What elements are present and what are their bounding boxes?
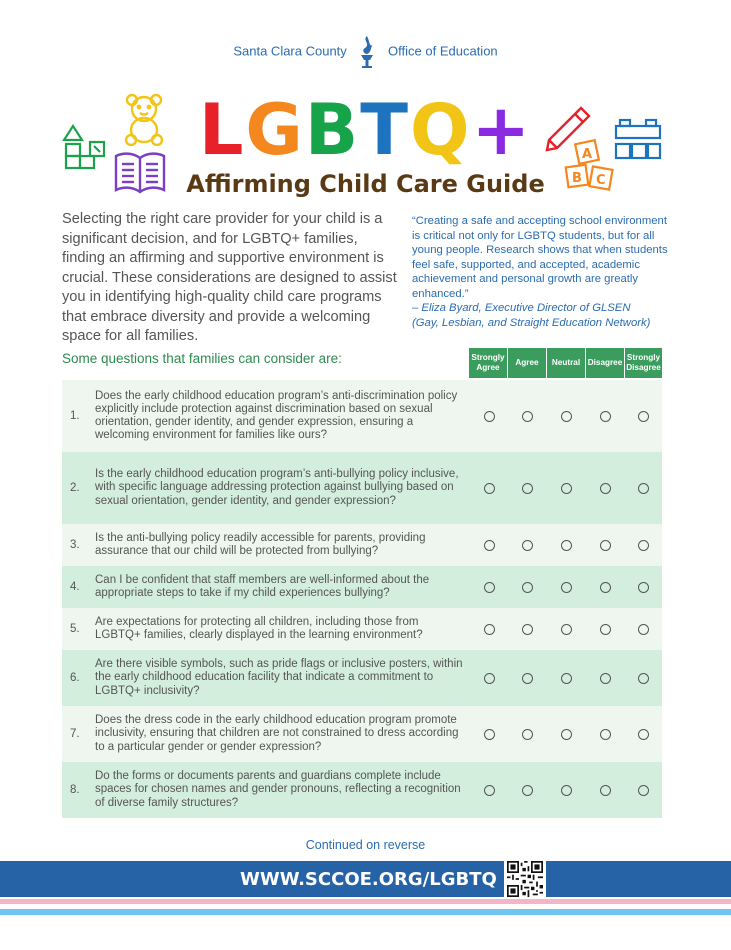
question-text: Is the early childhood education program’s anti-bullying policy inclusive, with specific language addressing protection against bullying based on sexual orientation, gender identity, and gender expression? bbox=[95, 468, 459, 507]
question-number: 5. bbox=[70, 623, 80, 635]
svg-text:B: B bbox=[572, 171, 582, 186]
rating-radio-5[interactable] bbox=[638, 673, 649, 684]
rating-radio-4[interactable] bbox=[600, 729, 611, 740]
question-text: Does the early childhood education program’s anti-discrimination policy explicitly include protection against discrimination based on sexual orientation, gender identity, and gender expression, ensuring a welcoming environment for families like ours? bbox=[95, 389, 458, 442]
quote-organization: (Gay, Lesbian, and Straight Education Network) bbox=[412, 316, 651, 329]
rating-radio-5[interactable] bbox=[638, 582, 649, 593]
rating-radio-1[interactable] bbox=[484, 483, 495, 494]
torch-logo-icon bbox=[356, 34, 378, 68]
table-row bbox=[62, 608, 662, 650]
question-number: 8. bbox=[70, 784, 80, 796]
rating-radio-1[interactable] bbox=[484, 540, 495, 551]
rating-radio-3[interactable] bbox=[561, 540, 572, 551]
intro-paragraph: Selecting the right care provider for your child is a significant decision, and for LGBTQ+ families, finding an affirming and supportive environment is crucial. These considerations are designed to assist you in identifying high-quality child care programs that embrace diversity and provide a welcoming space for all families. bbox=[62, 211, 397, 344]
title-letter: B bbox=[304, 89, 361, 171]
rating-radio-1[interactable] bbox=[484, 673, 495, 684]
rating-radio-1[interactable] bbox=[484, 729, 495, 740]
rating-radio-3[interactable] bbox=[561, 624, 572, 635]
rating-radio-1[interactable] bbox=[484, 624, 495, 635]
rating-radio-4[interactable] bbox=[600, 411, 611, 422]
question-number: 7. bbox=[70, 728, 80, 740]
org-name-right: Office of Education bbox=[388, 43, 498, 59]
quote-attribution: – Eliza Byard, Executive Director of GLSEN bbox=[412, 302, 631, 314]
column-header-disagree: Disagree bbox=[586, 348, 624, 378]
rating-radio-4[interactable] bbox=[600, 624, 611, 635]
table-row bbox=[62, 524, 662, 566]
org-name-left: Santa Clara County bbox=[233, 43, 347, 59]
question-number: 1. bbox=[70, 410, 80, 422]
rating-radio-4[interactable] bbox=[600, 483, 611, 494]
rating-radio-3[interactable] bbox=[561, 729, 572, 740]
column-header-neutral: Neutral bbox=[547, 348, 585, 378]
rating-radio-1[interactable] bbox=[484, 582, 495, 593]
rating-radio-4[interactable] bbox=[600, 673, 611, 684]
page-subtitle: Affirming Child Care Guide bbox=[186, 170, 545, 198]
rating-radio-3[interactable] bbox=[561, 483, 572, 494]
table-row bbox=[62, 706, 662, 762]
rating-radio-2[interactable] bbox=[522, 411, 533, 422]
table-row bbox=[62, 762, 662, 818]
rating-radio-5[interactable] bbox=[638, 540, 649, 551]
rating-radio-5[interactable] bbox=[638, 624, 649, 635]
table-row bbox=[62, 566, 662, 608]
question-number: 2. bbox=[70, 482, 80, 494]
rating-radio-2[interactable] bbox=[522, 729, 533, 740]
rating-radio-5[interactable] bbox=[638, 483, 649, 494]
table-row bbox=[62, 380, 662, 452]
table-row bbox=[62, 452, 662, 524]
rating-radio-2[interactable] bbox=[522, 673, 533, 684]
question-number: 6. bbox=[70, 672, 80, 684]
rating-radio-2[interactable] bbox=[522, 582, 533, 593]
column-header-agree: Agree bbox=[508, 348, 546, 378]
pride-stripe-blue bbox=[0, 909, 731, 915]
column-header-strongly-disagree: Strongly Disagree bbox=[625, 348, 662, 378]
rating-radio-3[interactable] bbox=[561, 411, 572, 422]
rating-radio-3[interactable] bbox=[561, 785, 572, 796]
rating-radio-5[interactable] bbox=[638, 785, 649, 796]
title-letter: L bbox=[198, 89, 246, 171]
question-text: Can I be confident that staff members are well-informed about the appropriate steps to take if my child experiences bullying? bbox=[95, 573, 430, 599]
title-letter: G bbox=[245, 89, 305, 171]
svg-text:A: A bbox=[582, 147, 593, 162]
quote-text: “Creating a safe and accepting school environment is critical not only for LGBTQ students, but for all young people. Research shows that when students feel safe, supported, and accepted, academic achievement and personal growth are greatly enhanced.” bbox=[412, 215, 668, 300]
organization-header bbox=[0, 34, 731, 68]
rating-radio-5[interactable] bbox=[638, 411, 649, 422]
qr-code-icon[interactable] bbox=[504, 858, 546, 900]
rating-radio-4[interactable] bbox=[600, 785, 611, 796]
rating-radio-4[interactable] bbox=[600, 582, 611, 593]
quote-block bbox=[412, 214, 674, 330]
question-text: Does the dress code in the early childhood education program promote inclusivity, ensuring that children are not constrained to dress according to a particular gender or gender expression? bbox=[95, 714, 459, 753]
question-number: 4. bbox=[70, 581, 80, 593]
rating-radio-1[interactable] bbox=[484, 411, 495, 422]
rating-radio-2[interactable] bbox=[522, 624, 533, 635]
question-text: Do the forms or documents parents and guardians complete include spaces for chosen names and gender pronouns, reflecting a recognition of diverse family structures? bbox=[95, 770, 461, 809]
question-text: Is the anti-bullying policy readily accessible for parents, providing assurance that our child will be protected from bullying? bbox=[95, 531, 426, 557]
title-letter: T bbox=[360, 89, 410, 171]
rating-radio-2[interactable] bbox=[522, 785, 533, 796]
title-letter: + bbox=[471, 89, 533, 171]
question-number: 3. bbox=[70, 539, 80, 551]
title-letter: Q bbox=[410, 89, 472, 171]
continued-note: Continued on reverse bbox=[305, 838, 426, 852]
rating-radio-2[interactable] bbox=[522, 540, 533, 551]
survey-table bbox=[62, 380, 662, 818]
rating-radio-4[interactable] bbox=[600, 540, 611, 551]
rating-radio-1[interactable] bbox=[484, 785, 495, 796]
svg-text:C: C bbox=[596, 173, 606, 188]
rating-radio-3[interactable] bbox=[561, 673, 572, 684]
rating-radio-5[interactable] bbox=[638, 729, 649, 740]
question-text: Are there visible symbols, such as pride flags or inclusive posters, within the early childhood education facility that indicate a commitment to LGBTQ+ inclusivity? bbox=[95, 658, 463, 697]
column-header-strongly-agree: Strongly Agree bbox=[469, 348, 507, 378]
question-text: Are expectations for protecting all children, including those from LGBTQ+ families, clearly displayed in the learning environment? bbox=[95, 615, 423, 641]
rating-radio-2[interactable] bbox=[522, 483, 533, 494]
table-row bbox=[62, 650, 662, 706]
rating-radio-3[interactable] bbox=[561, 582, 572, 593]
page-title bbox=[0, 89, 731, 171]
website-link[interactable]: WWW.SCCOE.ORG/LGBTQ bbox=[240, 869, 497, 890]
survey-heading: Some questions that families can consider are: bbox=[62, 351, 342, 366]
